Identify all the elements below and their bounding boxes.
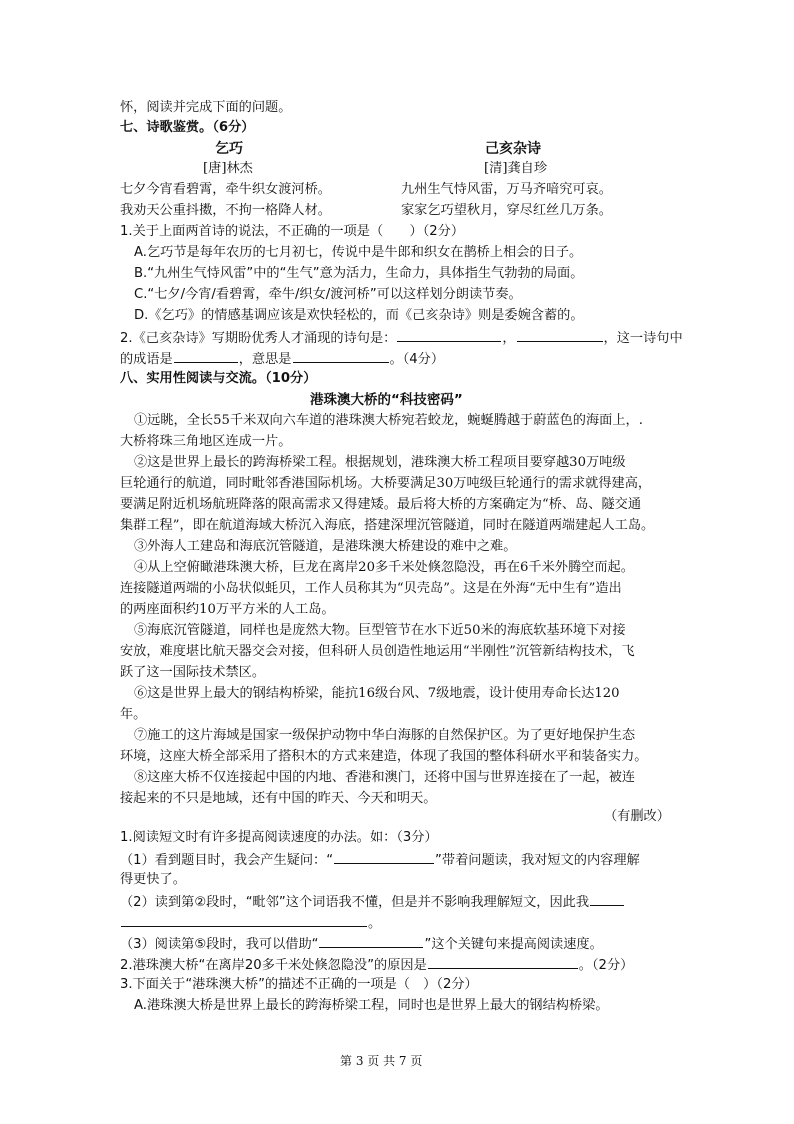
answer-blank[interactable] [174,348,238,363]
article-paragraph: 接起来的不只是地域，还有中国的昨天、今天和明天。 [120,791,437,806]
section8-heading: 八、实用性阅读与交流。（10分） [120,371,317,386]
sec7-q1-option-a: A.乞巧节是每年农历的七月初七，传说中是牛郎和织女在鹊桥上相会的日子。 [134,245,583,260]
article-paragraph: 安放，难度堪比航天器交会对接，但科研人员创造性地运用“半刚性”沉管新结构技术，飞 [120,644,635,659]
sec7-q1-option-b: B.“九州生气恃风雷”中的“生气”意为活力，生命力，具体指生气勃勃的局面。 [134,266,584,281]
article-paragraph: ④从上空俯瞰港珠澳大桥，巨龙在离岸20多千米处倏忽隐没，再在6千米外腾空而起。 [134,560,634,575]
article-paragraph: 连接隧道两端的小岛状似蚝贝，工作人员称其为“贝壳岛”。这是在外海“无中生有”造出 [120,581,622,596]
article-paragraph: ②这是世界上最长的跨海桥梁工程。根据规划，港珠澳大桥工程项目要穿越30万吨级 [134,455,626,470]
article-paragraph: 跃了这一国际技术禁区。 [120,665,266,680]
article-paragraph: 年。 [120,707,147,722]
article-paragraph: ⑦施工的这片海域是国家一级保护动物中华白海豚的自然保护区。为了更好地保护生态 [134,728,636,743]
sec8-q2: 2.港珠澳大桥“在离岸20多千米处倏忽隐没”的原因是 。（2分） [120,954,633,976]
article-paragraph: 大桥将珠三角地区连成一片。 [120,434,292,449]
poem2-line2: 家家乞巧望秋月，穿尽红丝几万条。 [401,203,612,218]
article-title: 港珠澳大桥的“科技密码” [310,392,463,408]
poem1-line2: 我劝天公重抖擞，不拘一格降人材。 [120,203,331,218]
sec8-q1: 1.阅读短文时有许多提高阅读速度的办法。如：（3分） [120,830,438,845]
sec8-q3: 3.下面关于“港珠澳大桥”的描述不正确的一项是（ ）（2分） [120,977,478,992]
article-paragraph: 巨轮通行的航道，同时毗邻香港国际机场。大桥要满足30万吨级巨轮通行的需求就得建高， [120,476,652,491]
poem2-title: 己亥杂诗 [485,141,541,157]
sec8-q1-part1-cont: 得更快了。 [120,872,186,887]
poem1-title: 乞巧 [215,141,243,157]
sec8-q1-part1: （1）看到题目时，我会产生疑问：“ ”带着问题读，我对短文的内容理解 [120,849,640,871]
article-paragraph: ③外海人工建岛和海底沉管隧道，是港珠澳大桥建设的难中之难。 [134,539,517,554]
answer-blank[interactable] [428,954,578,969]
sec7-q2-line2: 的成语是 ，意思是 。（4分） [120,348,444,370]
intro-line: 怀，阅读并完成下面的问题。 [120,100,292,115]
article-paragraph: ⑧这座大桥不仅连接起中国的内地、香港和澳门，还将中国与世界连接在了一起，被连 [134,770,636,785]
answer-blank[interactable] [334,849,434,864]
poem1-author: [唐]林杰 [203,161,253,176]
answer-blank[interactable] [319,933,423,948]
answer-blank[interactable] [590,891,624,906]
sec7-q1-option-d: D.《乞巧》的情感基调应该是欢快轻松的，而《己亥杂诗》则是委婉含蓄的。 [134,308,584,323]
poem1-line1: 七夕今宵看碧霄，牵牛织女渡河桥。 [120,182,331,197]
article-paragraph: ⑥这是世界上最大的钢结构桥梁，能抗16级台风、7级地震，设计使用寿命长达120 [134,686,620,701]
answer-blank[interactable] [397,327,501,342]
article-paragraph: 环境，这座大桥全部采用了搭积木的方式来建造，体现了我国的整体科研水平和装备实力。 [120,749,648,764]
sec8-q3-option-a: A.港珠澳大桥是世界上最长的跨海桥梁工程，同时也是世界上最大的钢结构桥梁。 [134,998,609,1013]
sec7-q1: 1.关于上面两首诗的说法，不正确的一项是（ ）（2分） [120,224,465,239]
sec8-q1-part2-cont: 。 [120,912,381,934]
sec8-q1-part2: （2）读到第②段时，“毗邻”这个词语我不懂，但是并不影响我理解短文，因此我 [120,891,625,913]
sec8-q1-part3: （3）阅读第⑤段时，我可以借助“ ”这个关键句来提高阅读速度。 [120,933,603,955]
article-paragraph: 集群工程”，即在航道海域大桥沉入海底，搭建深埋沉管隧道，同时在隧道两端建起人工岛。 [120,518,655,533]
answer-blank[interactable] [121,912,367,927]
page-footer: 第 3 页 共 7 页 [340,1054,423,1068]
edited-note: （有删改） [604,809,670,824]
answer-blank[interactable] [293,348,389,363]
article-paragraph: 的两座面积约10万平方米的人工岛。 [120,602,335,617]
poem2-author: [清]龚自珍 [484,161,548,176]
article-paragraph: 要满足附近机场航班降落的限高需求又得建矮。最后将大桥的方案确定为“桥、岛、隧交通 [120,497,642,512]
article-paragraph: ⑤海底沉管隧道，同样也是庞然大物。巨型管节在水下近50米的海底软基环境下对接 [134,623,626,638]
sec7-q1-option-c: C.“七夕/今宵/看碧霄，牵牛/织女/渡河桥”可以这样划分朗读节奏。 [134,287,522,302]
article-paragraph: ①远眺，全长55千米双向六车道的港珠澳大桥宛若蛟龙，蜿蜒腾越于蔚蓝色的海面上，. [134,413,643,428]
section7-heading: 七、诗歌鉴赏。（6分） [120,120,255,135]
poem2-line1: 九州生气恃风雷，万马齐喑究可哀。 [401,182,612,197]
sec7-q2-line1: 2.《己亥杂诗》写期盼优秀人才涌现的诗句是： ， ，这一诗句中 [120,327,683,349]
answer-blank[interactable] [517,327,603,342]
